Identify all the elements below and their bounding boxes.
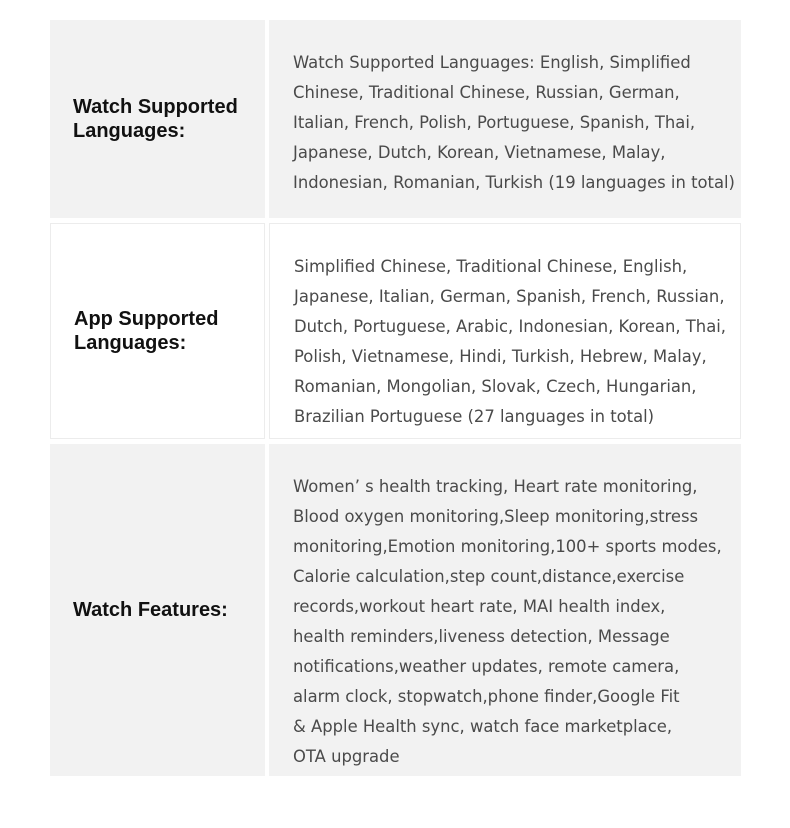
- spec-value-cell: [269, 223, 741, 439]
- spec-label-app-languages: App Supported Languages:: [74, 308, 219, 354]
- spec-value-cell: [269, 20, 741, 218]
- spec-value-app-languages: Simplified Chinese, Traditional Chinese, English, Japanese, Italian, German, Spanish, French, Russian, Dutch, Portuguese, Arabic, Indonesian, Korean, Thai, Polish, Vietnamese, Hindi, Turkish, Hebrew, Malay, Romanian, Mongolian, Slovak, Czech, Hungarian, Brazilian Portuguese (27 languages in total): [294, 257, 726, 426]
- spec-value-watch-features: Women’ s health tracking, Heart rate monitoring, Blood oxygen monitoring,Sleep monitoring,stress monitoring,Emotion monitoring,100+ sports modes, Calorie calculation,step count,distance,exercise records,workout heart rate, MAI health index, health reminders,liveness detection, Message notifications,weather updates, remote camera, alarm clock, stopwatch,phone finder,Google Fit & Apple Health sync, watch face marketplace, OTA upgrade: [293, 477, 722, 766]
- spec-table: [50, 20, 741, 781]
- spec-row-app-languages: [50, 223, 741, 439]
- spec-label-cell: [50, 20, 265, 218]
- spec-label-cell: [50, 223, 265, 439]
- spec-label-watch-features: Watch Features:: [73, 599, 228, 621]
- spec-value-watch-languages: Watch Supported Languages: English, Simplified Chinese, Traditional Chinese, Russian, German, Italian, French, Polish, Portuguese, Spanish, Thai, Japanese, Dutch, Korean, Vietnamese, Malay, Indonesian, Romanian, Turkish (19 languages in total): [293, 53, 735, 192]
- spec-label-watch-languages: Watch Supported Languages:: [73, 96, 238, 142]
- spec-row-watch-features: [50, 444, 741, 776]
- spec-row-watch-languages: [50, 20, 741, 218]
- spec-value-cell: [269, 444, 741, 776]
- spec-label-cell: [50, 444, 265, 776]
